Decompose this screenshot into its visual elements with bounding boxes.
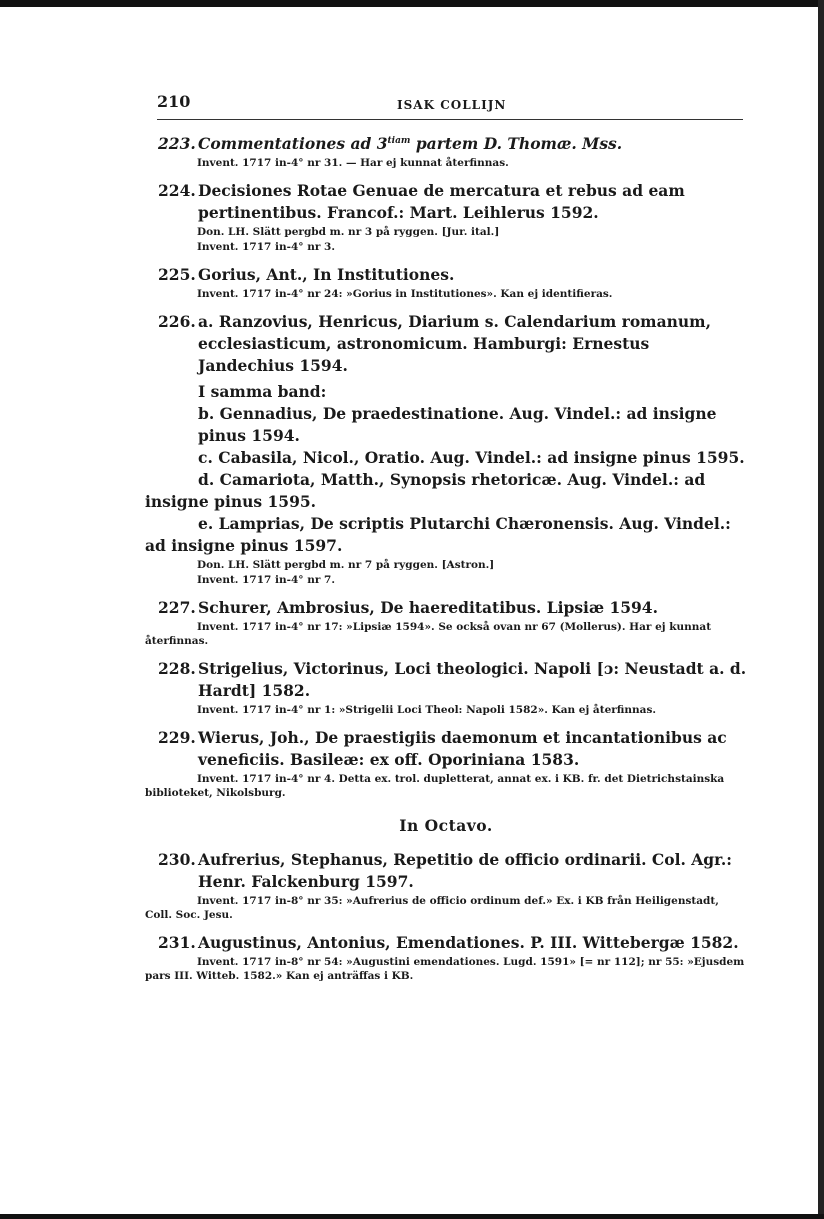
entry-note: Invent. 1717 in-8° nr 35: »Aufrerius de officio ordinum def.» Ex. i KB från Heiligenstadt, Coll. Soc. Jesu. (145, 895, 719, 922)
catalog-entry-225 (145, 264, 747, 301)
entry-title: 227. Schurer, Ambrosius, De haereditatibus. Lipsiæ 1594. (158, 598, 658, 618)
entry-note: Invent. 1717 in-4° nr 17: »Lipsiæ 1594». Se också ovan nr 67 (Mollerus). Har ej kunnat återfinnas. (145, 621, 712, 648)
catalog-entry-227 (145, 597, 747, 648)
catalog-entry-229 (145, 727, 747, 800)
scan-border-top (0, 0, 824, 7)
entry-number: 230. (158, 850, 196, 870)
same-band-label: I samma band: (198, 382, 327, 402)
catalog-entry-230 (145, 849, 747, 922)
entry-number: 225. (158, 265, 196, 285)
header-rule (157, 119, 743, 120)
scan-border-right (818, 0, 824, 1219)
entry-note: Invent. 1717 in-4° nr 1: »Strigelii Loci Theol: Napoli 1582». Kan ej återfinnas. (197, 704, 657, 717)
sub-item-e: e. Lamprias, De scriptis Plutarchi Chæronensis. Aug. Vindel.: ad insigne pinus 1597. (145, 514, 731, 556)
entry-number: 231. (158, 933, 196, 953)
entry-note: Invent. 1717 in-4° nr 4. Detta ex. trol. dupletterat, annat ex. i KB. fr. det Dietrichstainska biblioteket, Nikolsburg. (145, 773, 725, 800)
entry-note: Don. LH. Slätt pergbd m. nr 7 på ryggen. [Astron.] (197, 559, 495, 572)
sub-item-d: d. Camariota, Matth., Synopsis rhetoricæ. Aug. Vindel.: ad insigne pinus 1595. (145, 470, 706, 512)
catalog-body (145, 130, 747, 993)
entry-note: Invent. 1717 in-4° nr 24: »Gorius in Institutiones». Kan ej identifieras. (197, 288, 613, 301)
entry-number: 228. (158, 659, 196, 679)
entry-note: Don. LH. Slätt pergbd m. nr 3 på ryggen. [Jur. ital.] (197, 226, 500, 239)
entry-number: 224. (158, 181, 196, 201)
entry-title: 229. Wierus, Joh., De praestigiis daemonum et incantationibus ac veneficiis. Basileæ: ex off. Oporiniana 1583. (158, 728, 727, 770)
entry-title: 226. a. Ranzovius, Henricus, Diarium s. Calendarium romanum, ecclesiasticum, astronomicum. Hamburgi: Ernestus Jandechius 1594. (158, 312, 711, 376)
catalog-entry-228 (145, 658, 747, 717)
section-heading: In Octavo. (399, 816, 493, 836)
entry-number: 227. (158, 598, 196, 618)
entry-title: 224. Decisiones Rotae Genuae de mercatura et rebus ad eam pertinentibus. Francof.: Mart. Leihlerus 1592. (158, 181, 685, 223)
entry-title: 228. Strigelius, Victorinus, Loci theologici. Napoli [ɔ: Neustadt a. d. Hardt] 1582. (158, 659, 747, 701)
entry-title: 230. Aufrerius, Stephanus, Repetitio de officio ordinarii. Col. Agr.: Henr. Falckenburg 1597. (158, 850, 732, 892)
scan-border-bottom (0, 1214, 824, 1219)
sub-item-b: b. Gennadius, De praedestinatione. Aug. Vindel.: ad insigne pinus 1594. (198, 404, 717, 446)
page-header (157, 92, 743, 116)
entry-number: 223. (158, 134, 196, 154)
catalog-entry-231 (145, 932, 747, 983)
catalog-entry-226 (145, 311, 747, 587)
entry-note: Invent. 1717 in-4° nr 31. — Har ej kunnat återfinnas. (197, 157, 509, 170)
entry-number: 229. (158, 728, 196, 748)
entry-note: Invent. 1717 in-8° nr 54: »Augustini emendationes. Lugd. 1591» [= nr 112]; nr 55: »Ejusdem pars III. Witteb. 1582.» Kan ej anträffas i KB. (145, 956, 745, 983)
catalog-entry-223 (145, 130, 747, 170)
page-number: 210 (157, 92, 191, 111)
running-head: ISAK COLLIJN (397, 98, 507, 112)
entry-note: Invent. 1717 in-4° nr 7. (197, 574, 335, 587)
catalog-entry-224 (145, 180, 747, 254)
entry-number: 226. (158, 312, 196, 332)
entry-note: Invent. 1717 in-4° nr 3. (197, 241, 335, 254)
entry-title: 231. Augustinus, Antonius, Emendationes. P. III. Wittebergæ 1582. (158, 933, 739, 953)
entry-title: 223. Commentationes ad $3^{tiam}$ partem D. Thomæ. Mss. (158, 134, 623, 154)
sub-item-c: c. Cabasila, Nicol., Oratio. Aug. Vindel.: ad insigne pinus 1595. (198, 448, 745, 468)
entry-title: 225. Gorius, Ant., In Institutiones. (158, 265, 455, 285)
